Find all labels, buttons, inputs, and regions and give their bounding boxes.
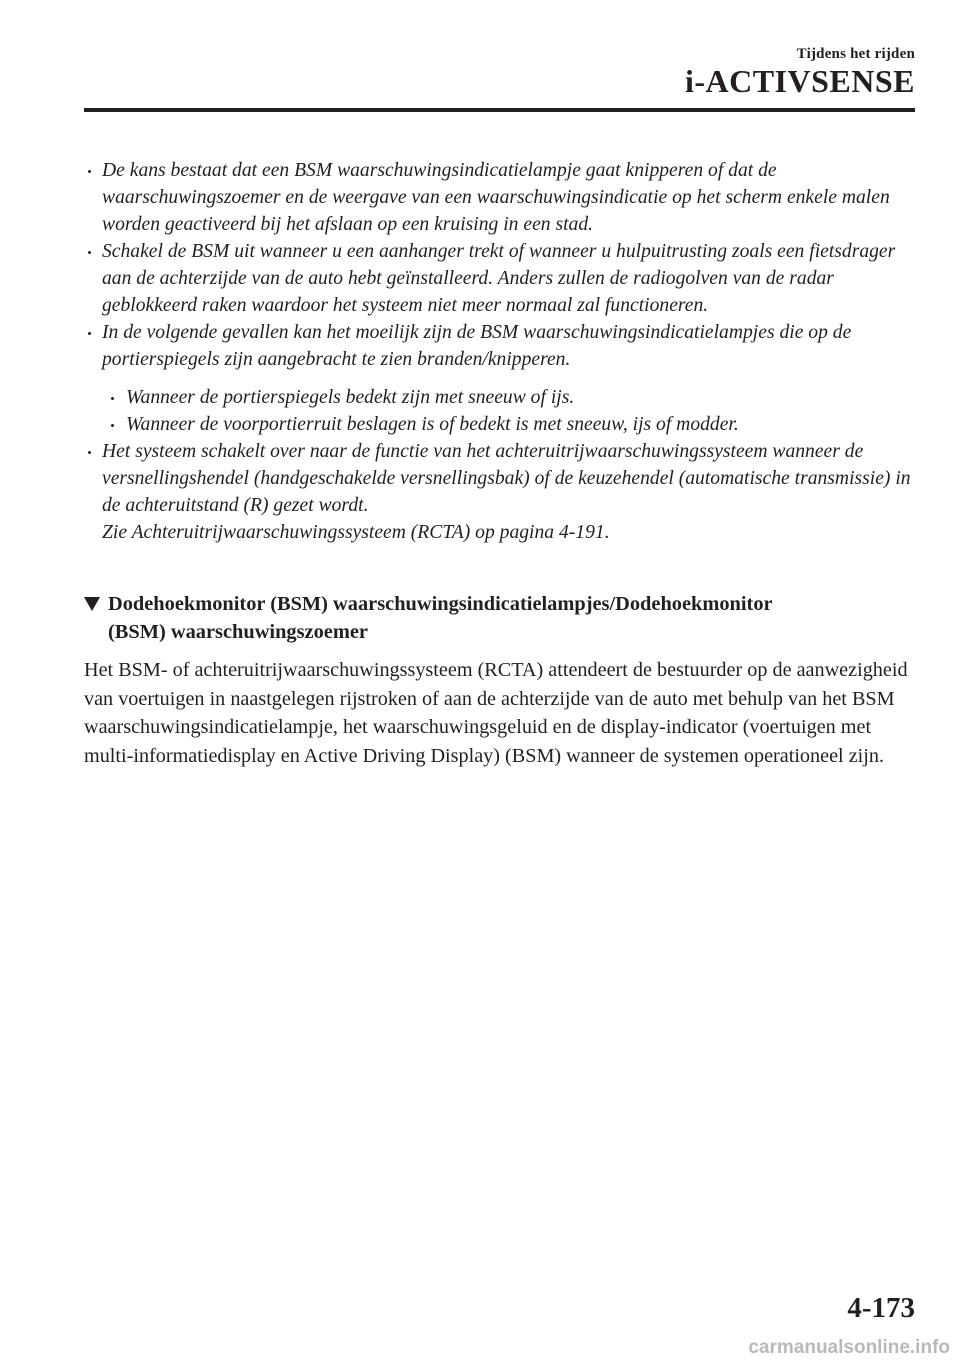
- note-text: Het systeem schakelt over naar de functie van het achteruitrijwaarschuwingssysteem wanneer de versnellingshendel (handgeschakelde versnellingsbak) of de keuzehendel (automatische transmissie) in de achteruitstand (R) gezet wordt.: [102, 441, 911, 516]
- page-number: 4-173: [847, 1292, 915, 1324]
- bullet-dot-icon: [88, 332, 91, 335]
- chapter-subtitle: Tijdens het rijden: [796, 46, 915, 62]
- sub-note-item: [84, 384, 916, 411]
- sub-note-item: [84, 411, 916, 438]
- bullet-dot-icon: [88, 251, 91, 254]
- note-item: [84, 319, 916, 373]
- header-divider: [84, 108, 915, 112]
- note-item: [84, 438, 916, 546]
- section-heading-line-1: Dodehoekmonitor (BSM) waarschuwingsindicatielampjes/Dodehoekmonitor: [108, 593, 773, 615]
- bullet-dot-icon: [111, 397, 114, 400]
- sub-note-text: Wanneer de voorportierruit beslagen is of bedekt is met sneeuw, ijs of modder.: [126, 414, 739, 435]
- sub-notes-list: [84, 384, 916, 438]
- page-reference: Zie Achteruitrijwaarschuwingssysteem (RCTA) op pagina 4-191.: [102, 522, 610, 543]
- section-heading-line-2: (BSM) waarschuwingszoemer: [108, 621, 368, 643]
- triangle-marker-icon: [84, 597, 100, 611]
- sub-note-text: Wanneer de portierspiegels bedekt zijn met sneeuw of ijs.: [126, 387, 575, 408]
- note-item: [84, 238, 916, 319]
- notes-list: [84, 157, 916, 546]
- note-text: De kans bestaat dat een BSM waarschuwingsindicatielampje gaat knipperen of dat de waarschuwingszoemer en de weergave van een waarschuwingsindicatie op het scherm enkele malen worden geactiveerd bij het afslaan op een kruising in een stad.: [102, 160, 890, 235]
- bullet-dot-icon: [88, 451, 91, 454]
- section-paragraph: Het BSM- of achteruitrijwaarschuwingssysteem (RCTA) attendeert de bestuurder op de aanwezigheid van voertuigen in naastgelegen rijstroken of aan de achterzijde van de auto met behulp van het BSM waarschuwingsindicatielampje, het waarschuwingsgeluid en de display-indicator (voertuigen met multi-informatiedisplay en Active Driving Display) (BSM) wanneer de systemen operationeel zijn.: [84, 659, 908, 767]
- note-text: In de volgende gevallen kan het moeilijk zijn de BSM waarschuwingsindicatielampjes die op de portierspiegels zijn aangebracht te zien branden/knipperen.: [102, 322, 852, 370]
- bullet-dot-icon: [111, 424, 114, 427]
- bullet-dot-icon: [88, 170, 91, 173]
- section-heading: [84, 590, 916, 646]
- note-item: [84, 157, 916, 238]
- note-text: Schakel de BSM uit wanneer u een aanhanger trekt of wanneer u hulpuitrusting zoals een fietsdrager aan de achterzijde van de auto hebt geïnstalleerd. Anders zullen de radiogolven van de radar geblokkeerd raken waardoor het systeem niet meer normaal zal functioneren.: [102, 241, 896, 316]
- watermark: carmanualsonline.info: [748, 1337, 950, 1358]
- chapter-title: i-ACTIVSENSE: [684, 63, 915, 99]
